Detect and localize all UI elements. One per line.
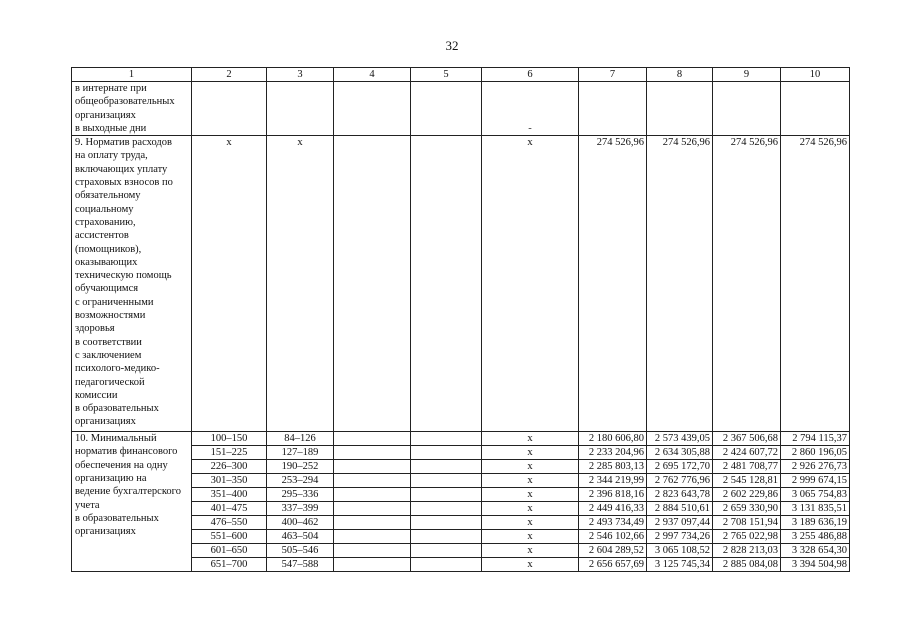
header-cell: 3 [267, 68, 334, 82]
cell-col9: 2 545 128,81 [713, 474, 781, 488]
header-cell: 9 [713, 68, 781, 82]
page-number: 32 [445, 38, 459, 53]
description-line: ведение бухгалтерского [75, 486, 181, 498]
range-col2: 551–600 [192, 530, 267, 544]
table-row-weekend-boarding [72, 82, 850, 136]
description-line: норматив финансового [75, 446, 178, 458]
cell-col7: 2 180 606,80 [579, 432, 647, 446]
description-line: страхованию, [75, 216, 136, 228]
cell-col10: 2 860 196,05 [781, 446, 850, 460]
description-line: включающих уплату [75, 163, 168, 175]
cell-col6: х [482, 502, 579, 516]
description-line: организациях [75, 109, 136, 121]
description-line: обязательному [75, 190, 141, 202]
description-line: обучающимся [75, 283, 139, 295]
range-col2: 601–650 [192, 544, 267, 558]
cell-col8: 274 526,96 [647, 136, 713, 432]
table-row-accounting [72, 432, 850, 446]
description-line: организациях [75, 416, 136, 428]
cell-col10: 2 794 115,37 [781, 432, 850, 446]
cell-col9: 2 885 084,08 [713, 558, 781, 572]
header-cell: 4 [334, 68, 411, 82]
empty-cell [781, 82, 850, 136]
cell-col6: х [482, 432, 579, 446]
empty-cell [192, 82, 267, 136]
cell-col7: 2 285 803,13 [579, 460, 647, 474]
empty-cell [334, 502, 411, 516]
description-line: (помощников), [75, 243, 142, 255]
cell-col6: х [482, 516, 579, 530]
range-col2: 226–300 [192, 460, 267, 474]
cell-col10: 274 526,96 [781, 136, 850, 432]
description-line: ассистентов [75, 230, 129, 242]
cell-col9: 2 708 151,94 [713, 516, 781, 530]
description-line: педагогической [75, 376, 145, 388]
cell-col3: х [267, 136, 334, 432]
cell-col10: 3 065 754,83 [781, 488, 850, 502]
range-col2: 401–475 [192, 502, 267, 516]
cell-col8: 2 884 510,61 [647, 502, 713, 516]
empty-cell [411, 530, 482, 544]
empty-cell [713, 82, 781, 136]
range-col2: 351–400 [192, 488, 267, 502]
cell-col8: 3 125 745,34 [647, 558, 713, 572]
empty-cell [411, 446, 482, 460]
cell-col6: х [482, 474, 579, 488]
description-line: здоровья [75, 323, 115, 335]
description-line: 9. Норматив расходов [75, 137, 172, 149]
cell-col7: 2 449 416,33 [579, 502, 647, 516]
empty-cell [334, 82, 411, 136]
description-line: оказывающих [75, 256, 138, 268]
description-line: с заключением [75, 349, 142, 361]
range-col3: 127–189 [267, 446, 334, 460]
mark-cell [482, 82, 579, 136]
range-col3: 295–336 [267, 488, 334, 502]
cell-col7: 2 493 734,49 [579, 516, 647, 530]
row-description [72, 136, 192, 432]
cell-col10: 3 255 486,88 [781, 530, 850, 544]
range-col3: 547–588 [267, 558, 334, 572]
header-cell: 2 [192, 68, 267, 82]
description-line: в образовательных [75, 512, 159, 524]
cell-col2: х [192, 136, 267, 432]
cell-col8: 2 762 776,96 [647, 474, 713, 488]
cell-col8: 2 634 305,88 [647, 446, 713, 460]
description-line: на оплату труда, [75, 150, 148, 162]
cell-col7: 2 233 204,96 [579, 446, 647, 460]
range-col3: 253–294 [267, 474, 334, 488]
description-line: страховых взносов по [75, 177, 173, 189]
cell-col8: 2 937 097,44 [647, 516, 713, 530]
cell-col6: х [482, 488, 579, 502]
description-line: возможностями [75, 310, 146, 322]
description-line: обеспечения на одну [75, 459, 168, 471]
cell-col10: 3 189 636,19 [781, 516, 850, 530]
empty-cell [411, 82, 482, 136]
cell-col8: 2 997 734,26 [647, 530, 713, 544]
empty-cell [411, 136, 482, 432]
table-row-assistant-salary [72, 136, 850, 432]
cell-col9: 2 602 229,86 [713, 488, 781, 502]
description-line: организациях [75, 526, 136, 538]
cell-col7: 2 344 219,99 [579, 474, 647, 488]
range-col3: 505–546 [267, 544, 334, 558]
cell-col10: 3 394 504,98 [781, 558, 850, 572]
empty-cell [334, 136, 411, 432]
cell-col7: 2 396 818,16 [579, 488, 647, 502]
empty-cell [411, 544, 482, 558]
description-line: комиссии [75, 389, 118, 401]
empty-cell [334, 432, 411, 446]
dash-mark: - [528, 123, 532, 135]
range-col3: 400–462 [267, 516, 334, 530]
cell-col8: 2 573 439,05 [647, 432, 713, 446]
cell-col9: 2 424 607,72 [713, 446, 781, 460]
cell-col9: 2 828 213,03 [713, 544, 781, 558]
empty-cell [411, 488, 482, 502]
description-line: психолого-медико- [75, 363, 160, 375]
range-col2: 651–700 [192, 558, 267, 572]
cell-col9: 274 526,96 [713, 136, 781, 432]
cell-col6: х [482, 446, 579, 460]
header-cell: 10 [781, 68, 850, 82]
cell-col6: х [482, 558, 579, 572]
description-line: техническую помощь [75, 270, 172, 282]
cell-col9: 2 481 708,77 [713, 460, 781, 474]
empty-cell [334, 474, 411, 488]
description-line: 10. Минимальный [75, 433, 157, 445]
norms-table [71, 67, 850, 572]
range-col2: 151–225 [192, 446, 267, 460]
cell-col8: 3 065 108,52 [647, 544, 713, 558]
header-cell: 7 [579, 68, 647, 82]
empty-cell [647, 82, 713, 136]
empty-cell [334, 516, 411, 530]
range-col2: 476–550 [192, 516, 267, 530]
cell-col10: 3 131 835,51 [781, 502, 850, 516]
cell-col10: 2 926 276,73 [781, 460, 850, 474]
description-line: социальному [75, 203, 134, 215]
range-col3: 337–399 [267, 502, 334, 516]
cell-col6: х [482, 530, 579, 544]
header-cell: 6 [482, 68, 579, 82]
description-line: общеобразовательных [75, 96, 175, 108]
cell-col7: 2 604 289,52 [579, 544, 647, 558]
range-col2: 301–350 [192, 474, 267, 488]
empty-cell [334, 488, 411, 502]
empty-cell [411, 474, 482, 488]
cell-col8: 2 823 643,78 [647, 488, 713, 502]
cell-col7: 2 546 102,66 [579, 530, 647, 544]
empty-cell [411, 558, 482, 572]
empty-cell [334, 446, 411, 460]
cell-col9: 2 659 330,90 [713, 502, 781, 516]
description-line: в образовательных [75, 403, 159, 415]
empty-cell [579, 82, 647, 136]
empty-cell [267, 82, 334, 136]
empty-cell [334, 460, 411, 474]
description-line: организацию на [75, 473, 147, 485]
range-col3: 190–252 [267, 460, 334, 474]
header-cell: 8 [647, 68, 713, 82]
range-col2: 100–150 [192, 432, 267, 446]
description-line: в интернате при [75, 83, 147, 94]
cell-col8: 2 695 172,70 [647, 460, 713, 474]
cell-col7: 2 656 657,69 [579, 558, 647, 572]
range-col3: 463–504 [267, 530, 334, 544]
cell-col6: х [482, 544, 579, 558]
cell-col6: х [482, 460, 579, 474]
header-cell: 1 [72, 68, 192, 82]
row-description [72, 82, 192, 136]
empty-cell [334, 530, 411, 544]
cell-col6: х [482, 136, 579, 432]
empty-cell [411, 432, 482, 446]
description-line: учета [75, 499, 100, 511]
cell-col9: 2 367 506,68 [713, 432, 781, 446]
row-description [72, 432, 192, 572]
cell-col9: 2 765 022,98 [713, 530, 781, 544]
description-line: с ограниченными [75, 296, 154, 308]
empty-cell [411, 516, 482, 530]
cell-col7: 274 526,96 [579, 136, 647, 432]
description-line: в соответствии [75, 336, 142, 348]
description-line: в выходные дни [75, 122, 147, 134]
empty-cell [334, 544, 411, 558]
empty-cell [334, 558, 411, 572]
header-cell: 5 [411, 68, 482, 82]
cell-col10: 3 328 654,30 [781, 544, 850, 558]
cell-col10: 2 999 674,15 [781, 474, 850, 488]
range-col3: 84–126 [267, 432, 334, 446]
header-row [72, 68, 850, 82]
empty-cell [411, 502, 482, 516]
empty-cell [411, 460, 482, 474]
